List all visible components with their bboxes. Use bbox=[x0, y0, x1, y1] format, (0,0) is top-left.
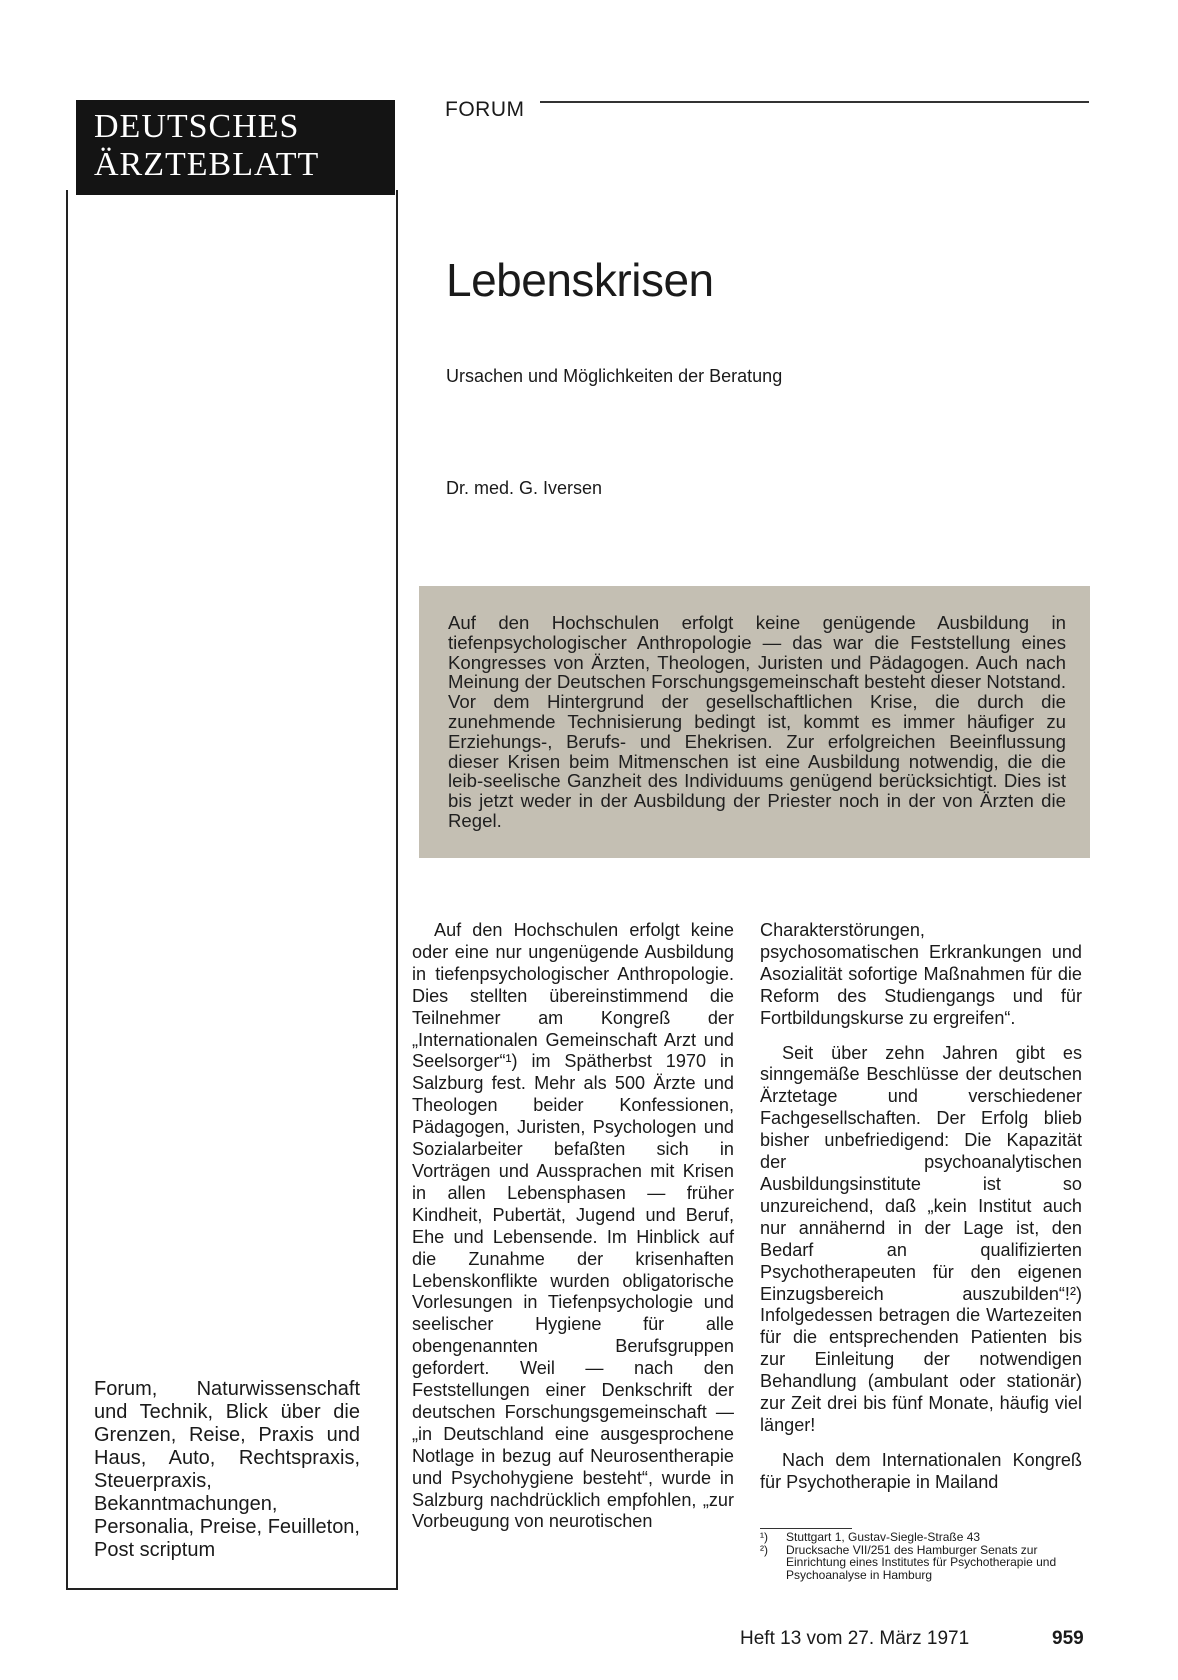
footnote-rule bbox=[760, 1528, 852, 1529]
section-label: FORUM bbox=[445, 98, 525, 121]
body-paragraph: Charakterstörungen, psychosomatischen Erkrankungen und Asozialität sofortige Maßnahmen für die Reform des Studiengangs und für Fortbildungskurse zu ergreifen“. bbox=[760, 920, 1082, 1028]
article-abstract bbox=[419, 586, 1090, 858]
article-subtitle: Ursachen und Möglichkeiten der Beratung bbox=[446, 366, 783, 386]
body-paragraph: Seit über zehn Jahren gibt es sinngemäße Beschlüsse der deutschen Ärztetage und verschiedener Fachgesellschaften. Der Erfolg blieb bisher unbefriedigend: Die Kapazität der psychoanalytischen Ausbildungsinstitute ist so unzureichend, daß „kein Institut auch nur annähernd in der Lage ist, den Bedarf an qualifizierten Psychotherapeuten für den eigenen Einzugsbereich auszubilden“!²) Infolgedessen betragen die Wartezeiten für die entsprechenden Patienten bis zur Einleitung der notwendigen Behandlung (ambulant oder stationär) zur Zeit drei bis fünf Monate, häufig viel länger! bbox=[760, 1042, 1082, 1435]
issue-info: Heft 13 vom 27. März 1971 bbox=[740, 1628, 970, 1649]
footnote-mark: ¹) bbox=[760, 1530, 768, 1544]
footnote-text: Stuttgart 1, Gustav-Siegle-Straße 43 bbox=[786, 1530, 981, 1544]
page-number: 959 bbox=[1052, 1628, 1084, 1649]
masthead-line-1: DEUTSCHES bbox=[94, 108, 300, 145]
footnote-mark: ²) bbox=[760, 1542, 768, 1557]
footnote-text: Drucksache VII/251 des Hamburger Senats zur Einrichtung eines Institutes für Psychotherapie und Psychoanalyse in Hamburg bbox=[786, 1542, 1057, 1582]
masthead-line-2: ÄRZTEBLATT bbox=[94, 146, 320, 183]
masthead-logo bbox=[76, 100, 395, 195]
article-author: Dr. med. G. Iversen bbox=[446, 478, 603, 498]
footnote bbox=[760, 1544, 1085, 1582]
body-column-right bbox=[760, 920, 1082, 1494]
article-title: Lebenskrisen bbox=[446, 254, 714, 306]
body-column-left bbox=[412, 920, 734, 1533]
body-paragraph: Auf den Hochschulen erfolgt keine oder eine nur ungenügende Ausbildung in tiefenpsychologischer Anthropologie. Dies stellten übereinstimmend die Teilnehmer am Kongreß der „Internationalen Gemeinschaft Arzt und Seelsorger“¹) im Spätherbst 1970 in Salzburg fest. Mehr als 500 Ärzte und Theologen beider Konfessionen, Pädagogen, Juristen, Psychologen und Sozialarbeiter befaßten sich in Vorträgen und Aussprachen mit Krisen in allen Lebensphasen — früher Kindheit, Pubertät, Jugend und Beruf, Ehe und Lebensende. Im Hinblick auf die Zunahme der krisenhaften Lebenskonflikte wurden obligatorische Vorlesungen in Tiefenpsychologie und seelischer Hygiene für alle obengenannten Berufsgruppen gefordert. Weil — nach den Feststellungen einer Denkschrift der deutschen Forschungsgemeinschaft — „in Deutschland eine ausgesprochene Notlage in bezug auf Neurosentherapie und Psychohygiene besteht“, wurde in Salzburg nachdrücklich empfohlen, „zur Vorbeugung von neurotischen bbox=[412, 920, 734, 1532]
footnotes bbox=[760, 1531, 1085, 1581]
sidebar-contents: Forum, Naturwissenschaft und Technik, Blick über die Grenzen, Reise, Praxis und Haus, Auto, Rechtspraxis, Steuerpraxis, Bekanntmachungen, Personalia, Preise, Feuilleton, Post scriptum bbox=[94, 1378, 360, 1561]
body-paragraph: Nach dem Internationalen Kongreß für Psychotherapie in Mailand bbox=[760, 1449, 1082, 1492]
footnote bbox=[760, 1531, 1085, 1544]
abstract-text: Auf den Hochschulen erfolgt keine genügende Ausbildung in tiefenpsychologischer Anthropologie — das war die Feststellung eines Kongresses von Ärzten, Theologen, Juristen und Pädagogen. Auch nach Meinung der Deutschen Forschungsgemeinschaft besteht dieser Notstand. Vor dem Hintergrund der gesellschaftlichen Krise, die durch die zunehmende Technisierung bedingt ist, kommt es immer häufiger zu Erziehungs-, Berufs- und Ehekrisen. Zur erfolgreichen Beeinflussung dieser Krisen beim Mitmenschen ist eine Ausbildung notwendig, die die leib-seelische Ganzheit des Individuums genügend berücksichtigt. Dies ist bis jetzt weder in der Ausbildung der Priester noch in der von Ärzten die Regel. bbox=[448, 612, 1066, 831]
section-rule bbox=[540, 101, 1089, 103]
